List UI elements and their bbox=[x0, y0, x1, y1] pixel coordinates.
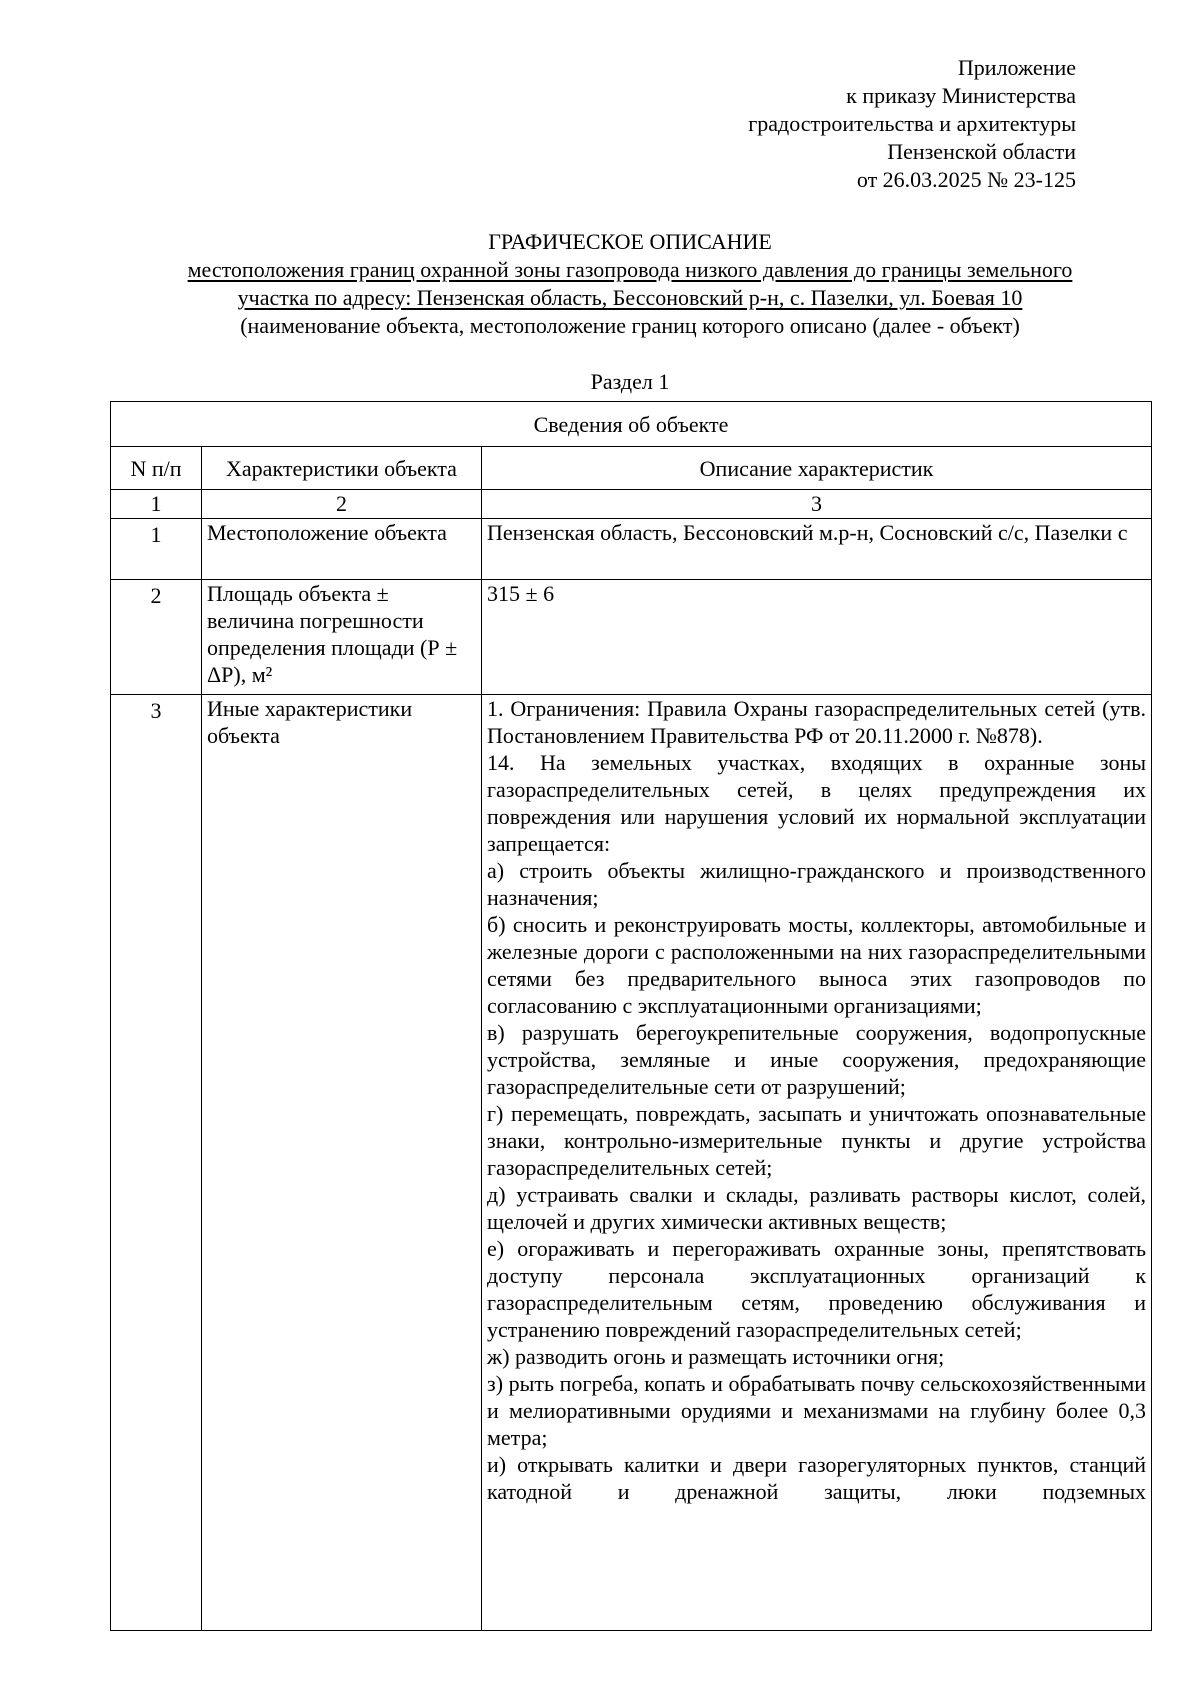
document-header bbox=[110, 228, 1150, 396]
row-characteristic: Местоположение объекта bbox=[202, 519, 482, 580]
table-row bbox=[111, 519, 1152, 580]
row-characteristic: Иные характеристики объекта bbox=[202, 695, 482, 1631]
object-info-table bbox=[110, 401, 1152, 1631]
column-number-cell: 2 bbox=[202, 490, 482, 519]
restriction-paragraph: 1. Ограничения: Правила Охраны газораспределительных сетей (утв. Постановлением Правительства РФ от 20.11.2000 г. №878). bbox=[487, 696, 1147, 748]
row-number: 2 bbox=[111, 580, 202, 695]
restriction-paragraph: б) сносить и реконструировать мосты, коллекторы, автомобильные и железные дороги с расположенными на них газораспределительными сетями без предварительного выноса этих газопроводов по согласованию с эксплуатационными организациями; bbox=[487, 912, 1147, 1018]
restriction-paragraph: и) открывать калитки и двери газорегуляторных пунктов, станций катодной и дренажной защиты, люки подземных bbox=[487, 1452, 1147, 1504]
table-row bbox=[111, 580, 1152, 695]
subject-note: (наименование объекта, местоположение границ которого описано (далее - объект) bbox=[240, 313, 1020, 338]
row-characteristic: Площадь объекта ± величина погрешности определения площади (Р ± ΔР), м² bbox=[202, 580, 482, 695]
header-cell-description: Описание характеристик bbox=[482, 447, 1152, 490]
row-description-restrictions bbox=[482, 695, 1152, 1631]
restriction-paragraph: в) разрушать берегоукрепительные сооружения, водопропускные устройства, земляные и иные сооружения, предохраняющие газораспределительные сети от разрушений; bbox=[487, 1020, 1147, 1099]
document-title: ГРАФИЧЕСКОЕ ОПИСАНИЕ bbox=[488, 229, 772, 254]
restriction-paragraph: 14. На земельных участках, входящих в охранные зоны газораспределительных сетей, в целях предупреждения их повреждения или нарушения условий их нормальной эксплуатации запрещается: bbox=[487, 750, 1147, 856]
column-number-cell: 1 bbox=[111, 490, 202, 519]
section-label: Раздел 1 bbox=[590, 369, 670, 394]
subject-line: местоположения границ охранной зоны газопровода низкого давления до границы земельного bbox=[187, 257, 1073, 282]
row-description: 315 ± 6 bbox=[482, 580, 1152, 695]
appendix-line: градостроительства и архитектуры bbox=[748, 111, 1076, 136]
row-description: Пензенская область, Бессоновский м.р-н, Сосновский с/с, Пазелки с bbox=[482, 519, 1152, 580]
appendix-block bbox=[748, 54, 1076, 194]
restriction-paragraph: е) огораживать и перегораживать охранные зоны, препятствовать доступу персонала эксплуатационных организаций к газораспределительным сетям, проведению обслуживания и устранению повреждений газораспределительных сетей; bbox=[487, 1236, 1147, 1342]
appendix-line: Приложение bbox=[957, 55, 1076, 80]
row-number: 3 bbox=[111, 695, 202, 1631]
restriction-paragraph: з) рыть погреба, копать и обрабатывать почву сельскохозяйственными и мелиоративными орудиями и механизмами на глубину более 0,3 метра; bbox=[487, 1371, 1147, 1450]
restriction-paragraph: ж) разводить огонь и размещать источники огня; bbox=[487, 1344, 945, 1369]
appendix-line: от 26.03.2025 № 23-125 bbox=[856, 167, 1076, 192]
header-cell-characteristic: Характеристики объекта bbox=[202, 447, 482, 490]
row-number: 1 bbox=[111, 519, 202, 580]
appendix-line: к приказу Министерства bbox=[846, 83, 1076, 108]
table-row bbox=[111, 695, 1152, 1631]
restriction-paragraph: г) перемещать, повреждать, засыпать и уничтожать опознавательные знаки, контрольно-измерительные пункты и другие устройства газораспределительных сетей; bbox=[487, 1101, 1147, 1180]
column-number-cell: 3 bbox=[482, 490, 1152, 519]
header-cell-number: N п/п bbox=[111, 447, 202, 490]
table-caption: Сведения об объекте bbox=[111, 402, 1152, 447]
restriction-paragraph: д) устраивать свалки и склады, разливать растворы кислот, солей, щелочей и других химически активных веществ; bbox=[487, 1182, 1147, 1234]
subject-line: участка по адресу: Пензенская область, Бессоновский р-н, с. Пазелки, ул. Боевая 10 bbox=[237, 285, 1023, 310]
appendix-line: Пензенской области bbox=[887, 139, 1076, 164]
restriction-paragraph: а) строить объекты жилищно-гражданского и производственного назначения; bbox=[487, 858, 1147, 910]
